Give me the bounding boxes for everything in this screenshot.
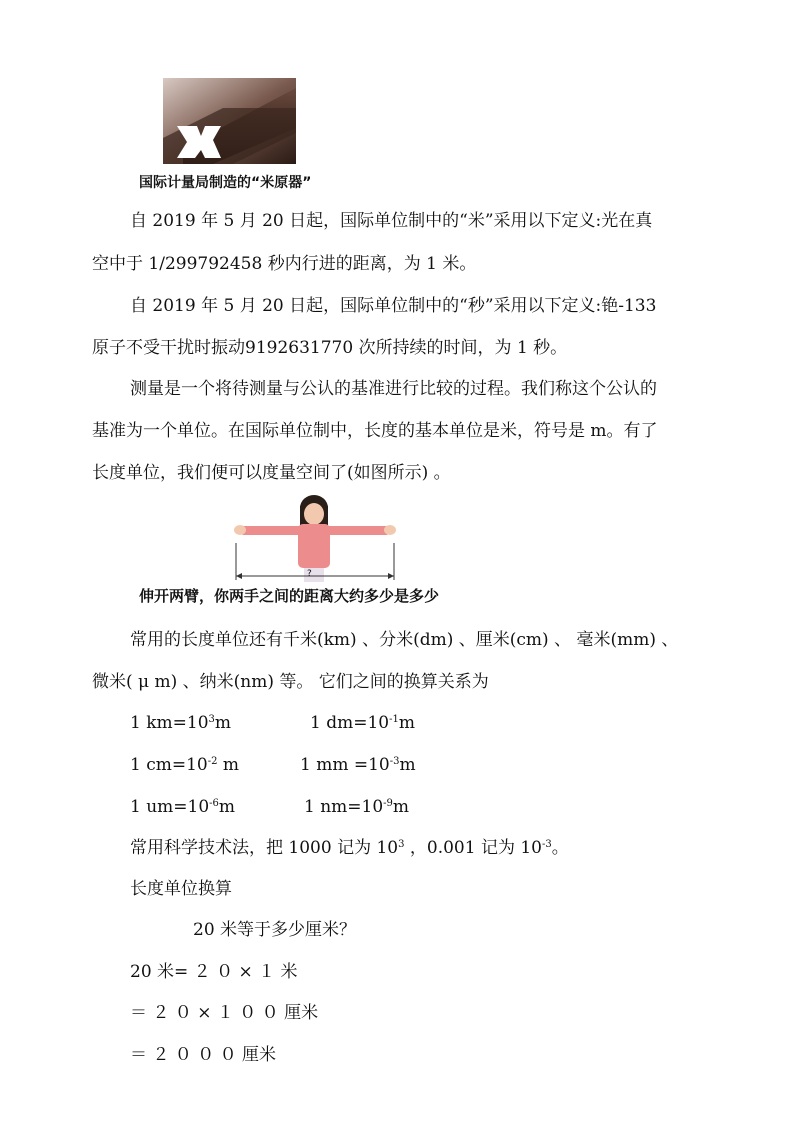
example-step-2: ＝ ２ ０ × １ ０ ０ 厘米 <box>130 1003 319 1023</box>
scientific-notation-line: 常用科学技术法，把 1000 记为 $10^3$ ，0.001 记为 $10^{-3}$。 <box>130 838 569 858</box>
arm-span-caption: 伸开两臂，你两手之间的距离大约多少是多少 <box>139 587 440 605</box>
meter-definition-line-2: 空中于 1/299792458 秒内行进的距离，为 1 米。 <box>92 254 477 274</box>
conversion-nm: 1 $nm=10^{-9}m$ <box>304 797 410 817</box>
conversion-um: 1 $um=10^{-6}m$ <box>130 797 236 817</box>
example-question: 20 米等于多少厘米？ <box>193 920 357 940</box>
example-step-3: ＝ ２ ０ ０ ０ 厘米 <box>130 1045 277 1065</box>
measurement-line-1: 测量是一个将待测量与公认的基准进行比较的过程。我们称这个公认的 <box>130 379 657 399</box>
arm-span-photo <box>232 494 398 582</box>
conversion-km: 1 $km=10^3m$ <box>130 713 232 733</box>
conversion-mm: 1 mm $=10^{-3}m$ <box>300 755 416 775</box>
measurement-line-2: 基准为一个单位。在国际单位制中，长度的基本单位是米，符号是 m。有了 <box>92 421 658 441</box>
units-line-2: 微米( μ m) 、纳米(nm) 等。 它们之间的换算关系为 <box>92 672 489 692</box>
conversion-dm: 1 $dm=10^{-1}m$ <box>310 713 415 733</box>
measurement-line-3: 长度单位，我们便可以度量空间了(如图所示) 。 <box>92 463 451 483</box>
meter-prototype-photo <box>163 78 296 164</box>
meter-definition-line-1: 自 2019 年 5 月 20 日起，国际单位制中的“米”采用以下定义:光在真 <box>130 211 653 231</box>
second-definition-line-1: 自 2019 年 5 月 20 日起，国际单位制中的“秒”采用以下定义:铯-133 <box>130 296 657 316</box>
units-line-1: 常用的长度单位还有千米(km) 、分米(dm) 、厘米(cm) 、 毫米(mm) 、 <box>130 630 679 650</box>
second-definition-line-2: 原子不受干扰时振动9192631770 次所持续的时间，为 1 秒。 <box>92 338 568 358</box>
example-step-1: 20 米= ２ ０ × １ 米 <box>130 962 298 982</box>
conversion-cm: 1 $cm=10^{-2}$ m <box>130 755 240 775</box>
figure-caption: 国际计量局制造的“米原器” <box>139 175 312 191</box>
distance-question-mark: ? <box>307 569 312 579</box>
conversion-section-title: 长度单位换算 <box>130 879 232 899</box>
